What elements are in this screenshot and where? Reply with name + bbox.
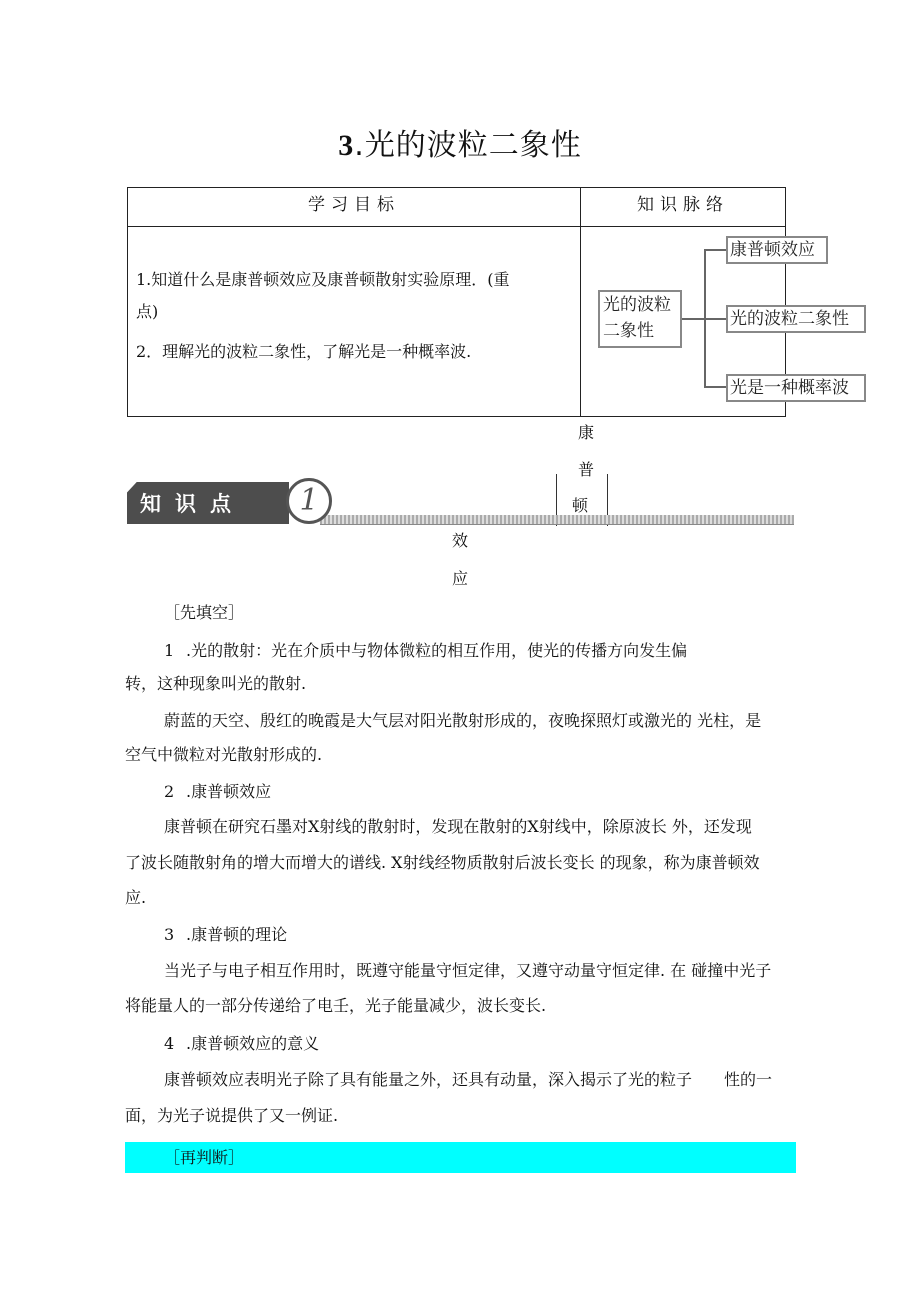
paragraph-line: 康普顿在研究石墨对X射线的散射时，发现在散射的X射线中，除原波长 外，还发现 bbox=[164, 817, 752, 836]
header-map: 知识脉络 bbox=[637, 195, 729, 215]
item-1-heading: .光的散射：光在介质中与物体微粒的相互作用，使光的传播方向发生偏 bbox=[186, 641, 688, 660]
map-branch-compton: 康普顿效应 bbox=[726, 236, 828, 264]
goal-2: 2．理解光的波粒二象性，了解光是一种概率波. bbox=[136, 342, 472, 361]
paragraph-line: 当光子与电子相互作用时，既遵守能量守恒定律，又遵守动量守恒定律. 在 碰撞中光子 bbox=[164, 961, 772, 980]
header-goals: 学习目标 bbox=[308, 195, 400, 215]
item-3-heading: .康普顿的理论 bbox=[186, 925, 288, 944]
map-root-line-1: 光的波粒 bbox=[603, 295, 671, 315]
item-2-number: 2 bbox=[164, 782, 175, 801]
connector bbox=[704, 318, 726, 320]
map-root bbox=[598, 290, 682, 348]
page-title bbox=[0, 120, 920, 164]
paragraph-line: 蔚蓝的天空、殷红的晚霞是大气层对阳光散射形成的，夜晚探照灯或激光的 光柱，是 bbox=[164, 711, 762, 730]
connector bbox=[704, 249, 726, 251]
connector bbox=[682, 318, 704, 320]
item-4-heading: .康普顿效应的意义 bbox=[186, 1034, 320, 1053]
connector bbox=[704, 386, 726, 388]
paragraph-line: 将能量人的一部分传递给了电壬，光子能量减少，波长变长. bbox=[125, 996, 547, 1015]
title-number: 3 bbox=[338, 129, 355, 162]
table-divider bbox=[128, 226, 785, 227]
banner-rule bbox=[320, 524, 794, 525]
section-number-badge: 1 bbox=[286, 478, 332, 524]
paragraph-line: 了波长随散射角的增大而增大的谱线. X射线经物质散射后波长变长 的现象，称为康普顿效 bbox=[125, 853, 760, 872]
map-root-line-2: 二象性 bbox=[603, 321, 654, 341]
vertical-char: 普 bbox=[578, 460, 595, 479]
paragraph-line: 面，为光子说提供了又一例证. bbox=[125, 1106, 339, 1125]
vertical-char: 康 bbox=[578, 423, 595, 442]
item-3-number: 3 bbox=[164, 925, 175, 944]
table-divider bbox=[580, 188, 581, 416]
vertical-char: 顿 bbox=[572, 496, 589, 515]
goal-1-line-1: 1.知道什么是康普顿效应及康普顿散射实验原理．(重 bbox=[136, 270, 510, 289]
banner-rule bbox=[320, 515, 794, 524]
objectives-table bbox=[127, 187, 849, 417]
vertical-char: 效 bbox=[452, 531, 469, 550]
section-judge-heading: ［再判断］ bbox=[164, 1148, 245, 1167]
goal-1-line-2: 点) bbox=[136, 302, 159, 321]
paragraph-line: 空气中微粒对光散射形成的. bbox=[125, 745, 323, 764]
item-2-heading: .康普顿效应 bbox=[186, 782, 272, 801]
map-branch-duality: 光的波粒二象性 bbox=[726, 305, 866, 333]
section-banner-label: 知识点 bbox=[140, 492, 245, 516]
section-fill-heading: ［先填空］ bbox=[164, 603, 245, 622]
vertical-char: 应 bbox=[452, 569, 469, 588]
paragraph-line: 转，这种现象叫光的散射. bbox=[125, 674, 307, 693]
title-text: .光的波粒二象性 bbox=[354, 128, 582, 163]
map-branch-probability: 光是一种概率波 bbox=[726, 374, 866, 402]
paragraph-line: 康普顿效应表明光子除了具有能量之外，还具有动量，深入揭示了光的粒子 性的一 bbox=[164, 1070, 773, 1089]
paragraph-line: 应. bbox=[125, 888, 147, 907]
item-1-number: 1 bbox=[164, 641, 175, 660]
item-4-number: 4 bbox=[164, 1034, 175, 1053]
